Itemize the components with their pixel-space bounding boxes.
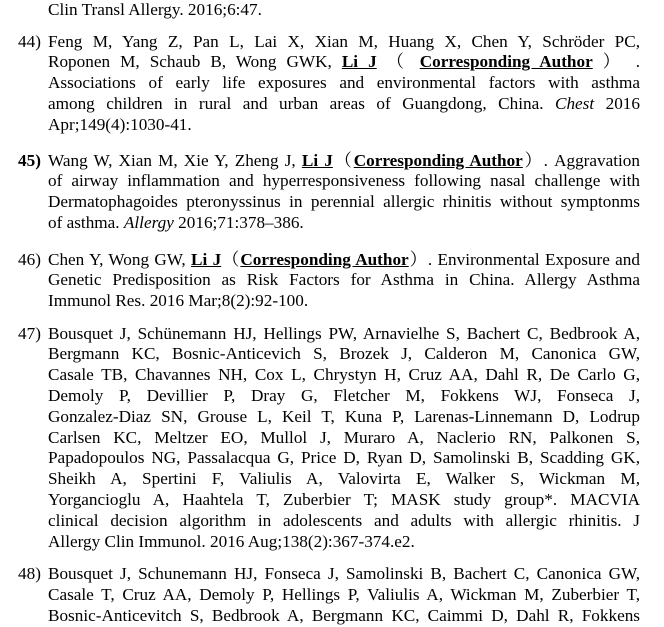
text-line: Allergy Clin Immunol. 2016 Aug;138(2):367-374.e2.: [48, 531, 415, 551]
text-line: Genetic Predisposition as Risk Factors for Asthma in China. Allergy Asthma: [48, 270, 640, 290]
text-line: Casale TB, Chavannes NH, Cox L, Chrystyn H, Cruz AA, Dahl R, De Carlo G,: [48, 365, 640, 385]
text-line: Clin Transl Allergy. 2016;6:47.: [48, 0, 262, 19]
text-line: Bosnic-Anticevitch S, Bedbrook A, Bergmann KC, Caimmi D, Dahl R, Fokkens: [48, 605, 640, 625]
text-line: Bergmann KC, Bosnic-Anticevich S, Brozek J, Calderon M, Canonica GW,: [48, 344, 640, 364]
text-line: Demoly P, Devillier P, Dray G, Fletcher M, Fokkens WJ, Fonseca J,: [48, 385, 640, 405]
reference-text: of asthma.: [48, 212, 124, 232]
text-line: [48, 250, 640, 271]
text-line: Casale T, Cruz AA, Demoly P, Hellings P, Valiulis A, Wickman M, Zuberbier T,: [48, 584, 640, 604]
highlighted-author-name: Li J: [301, 150, 333, 170]
reference-number: 46): [18, 249, 41, 269]
text-line: Gonzalez-Diaz SN, Grouse L, Keil T, Kuna P, Larenas-Linnemann D, Lodrup: [48, 406, 640, 426]
reference-text: Chen Y, Wong GW,: [48, 249, 192, 269]
text-line: Bousquet J, Schunemann HJ, Fonseca J, Samolinski B, Bachert C, Canonica GW,: [48, 564, 640, 584]
text-line: Apr;149(4):1030-41.: [48, 114, 192, 134]
text-line: Dermatophagoides pteronyssinus in perennial allergic rhinitis without symptonms: [48, 192, 640, 212]
text-line: [48, 213, 640, 234]
reference-entry-47: [0, 324, 664, 553]
text-line: [48, 52, 640, 73]
highlighted-author-name: Li J: [341, 52, 377, 72]
reference-text: （: [376, 52, 420, 72]
corresponding-author-label: Corresponding Author: [353, 150, 523, 170]
text-line: [48, 151, 640, 172]
text-line: [48, 94, 640, 115]
reference-number: 47): [18, 323, 41, 343]
reference-text: 2016;71:378–386.: [173, 212, 304, 232]
reference-text: Roponen M, Schaub B, Wong GWK,: [48, 52, 342, 72]
reference-entry-44: [0, 32, 664, 136]
reference-entry-48: [0, 564, 664, 626]
text-line: Carlsen KC, Meltzer EO, Mullol J, Muraro A, Naclerio RN, Palkonen S,: [48, 427, 640, 447]
journal-title: Chest: [555, 93, 595, 113]
reference-text: ）. Aggravation: [522, 150, 640, 170]
text-line: Papadopoulos NG, Passalacqua G, Price D, Ryan D, Samolinski B, Scadding GK,: [48, 448, 640, 468]
corresponding-author-label: Corresponding Author: [240, 249, 409, 269]
reference-text: 2016: [594, 93, 640, 113]
previous-reference-tail: [0, 0, 664, 21]
journal-title: Allergy: [123, 212, 174, 232]
reference-text: （: [221, 249, 241, 269]
reference-text: among children in rural and urban areas of Guangdong, China.: [48, 93, 555, 113]
text-line: of airway inflammation and hyperresponsiveness following nasal challenge with: [48, 171, 640, 191]
reference-number: 45): [18, 150, 41, 170]
reference-entry-45: [0, 151, 664, 234]
reference-text: Wang W, Xian M, Xie Y, Zheng J,: [48, 150, 302, 170]
reference-entry-46: [0, 250, 664, 312]
reference-number: 44): [18, 31, 41, 51]
corresponding-author-label: Corresponding Author: [419, 52, 593, 72]
text-line: Yorgancioglu A, Haahtela T, Zuberbier T; MASK study group*. MACVIA: [48, 489, 640, 509]
text-line: Associations of early life exposures and environmental factors with asthma: [48, 73, 640, 93]
text-line: clinical decision algorithm in adolescents and adults with allergic rhinitis. J: [48, 510, 640, 530]
text-line: Sheikh A, Spertini F, Valiulis A, Valovirta E, Walker S, Wickman M,: [48, 469, 640, 489]
text-line: Feng M, Yang Z, Pan L, Lai X, Xian M, Huang X, Chen Y, Schröder PC,: [48, 31, 640, 51]
reference-text: ） .: [592, 52, 640, 72]
reference-text: （: [332, 150, 354, 170]
reference-number: 48): [18, 564, 41, 584]
text-line: Bousquet J, Schünemann HJ, Hellings PW, Arnavielhe S, Bachert C, Bedbrook A,: [48, 323, 640, 343]
highlighted-author-name: Li J: [191, 249, 222, 269]
text-line: Immunol Res. 2016 Mar;8(2):92-100.: [48, 291, 309, 311]
reference-text: ）. Environmental Exposure and: [408, 249, 640, 269]
